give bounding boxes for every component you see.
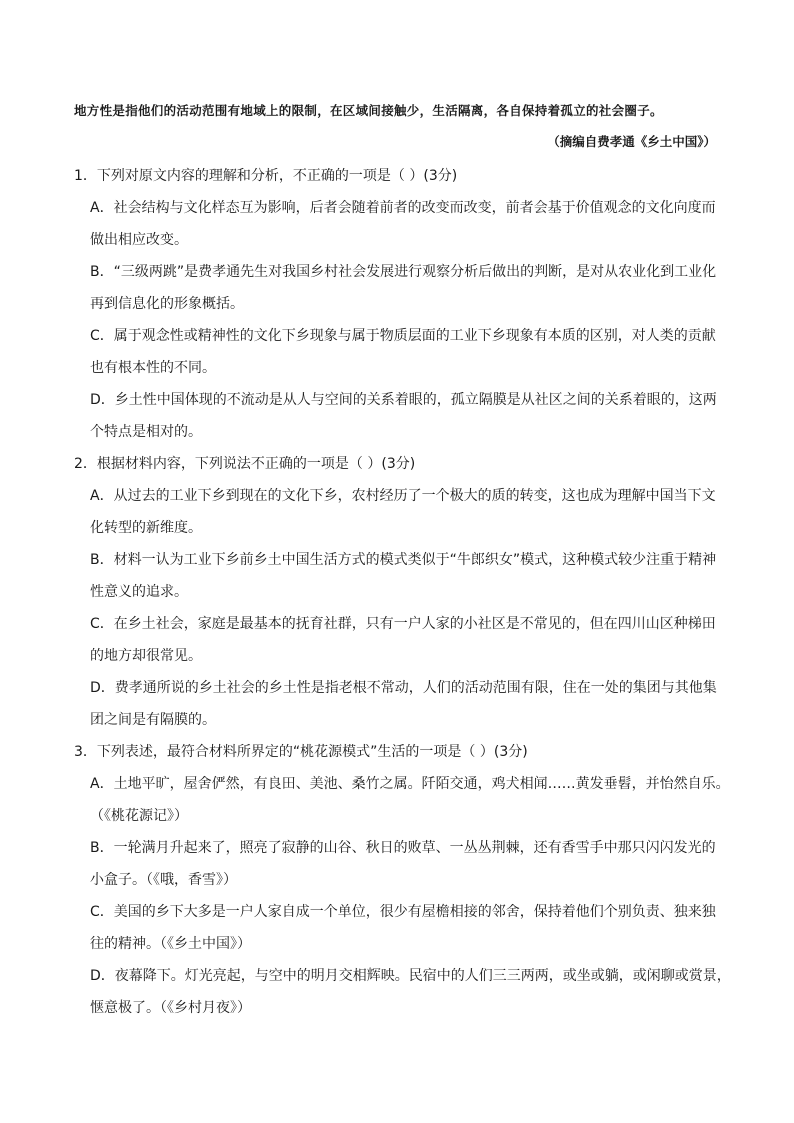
source-citation: （摘编自费孝通《乡土中国》） xyxy=(547,134,716,149)
option-text: D．费孝通所说的乡土社会的乡土性是指老根不常动，人们的活动范围有限，住在一处的集团与其他集 xyxy=(90,680,717,696)
option-text: B．“三级两跳”是费孝通先生对我国乡村社会发展进行观察分析后做出的判断，是对从农业化到工业化 xyxy=(90,264,717,280)
question-block xyxy=(74,736,734,1024)
question-number: 3． xyxy=(74,744,97,760)
answer-option xyxy=(74,256,734,320)
question-list xyxy=(74,160,734,1024)
question-number: 1． xyxy=(74,168,97,184)
intro-paragraph: 地方性是指他们的活动范围有地域上的限制，在区域间接触少，生活隔离，各自保持着孤立的社会圈子。 xyxy=(74,103,663,118)
answer-option xyxy=(74,480,734,544)
option-text: A．从过去的工业下乡到现在的文化下乡，农村经历了一个极大的质的转变，这也成为理解中国当下文 xyxy=(90,488,716,504)
answer-option xyxy=(74,672,734,736)
option-text-continued: 惬意极了。（《乡村月夜》） xyxy=(90,1000,251,1016)
option-text-continued: 团之间是有隔膜的。 xyxy=(90,712,216,728)
option-text: D．夜幕降下。灯光亮起，与空中的明月交相辉映。民宿中的人们三三两两，或坐或躺，或闲聊或赏景， xyxy=(90,968,731,984)
answer-option xyxy=(74,320,734,384)
option-text: B．一轮满月升起来了，照亮了寂静的山谷、秋日的败草、一丛丛荆棘，还有香雪手中那只闪闪发光的 xyxy=(90,840,716,856)
option-text-continued: （《桃花源记》） xyxy=(90,808,188,824)
option-text-continued: 个特点是相对的。 xyxy=(90,424,202,440)
answer-option xyxy=(74,608,734,672)
question-text: 下列表述，最符合材料所界定的“桃花源模式”生活的一项是（ ）(3分) xyxy=(96,744,528,760)
question-block xyxy=(74,448,734,736)
option-text-continued: 也有根本性的不同。 xyxy=(90,360,216,376)
option-text-continued: 的地方却很常见。 xyxy=(90,648,202,664)
question-number: 2． xyxy=(74,456,97,472)
option-text: C．属于观念性或精神性的文化下乡现象与属于物质层面的工业下乡现象有本质的区别，对人类的贡献 xyxy=(90,328,716,344)
question-stem xyxy=(74,736,734,768)
option-text: A．社会结构与文化样态互为影响，后者会随着前者的改变而改变，前者会基于价值观念的文化向度而 xyxy=(90,200,716,216)
option-text-continued: 小盒子。（《哦，香雪》） xyxy=(90,872,237,888)
question-block xyxy=(74,160,734,448)
option-text-continued: 化转型的新维度。 xyxy=(90,520,202,536)
answer-option xyxy=(74,832,734,896)
option-text: C．美国的乡下大多是一户人家自成一个单位，很少有屋檐相接的邻舍，保持着他们个别负责、独来独 xyxy=(90,904,716,920)
question-stem xyxy=(74,160,734,192)
question-text: 下列对原文内容的理解和分析，不正确的一项是（ ）(3分) xyxy=(96,168,458,184)
answer-option xyxy=(74,192,734,256)
option-text-continued: 性意义的追求。 xyxy=(90,584,188,600)
answer-option xyxy=(74,768,734,832)
option-text: B．材料一认为工业下乡前乡土中国生活方式的模式类似于“牛郎织女”模式，这种模式较少注重于精神 xyxy=(90,552,717,568)
option-text: A．土地平旷，屋舍俨然，有良田、美池、桑竹之属。阡陌交通，鸡犬相闻……黄发垂髫，并怡然自乐。 xyxy=(90,776,730,792)
answer-option xyxy=(74,896,734,960)
option-text-continued: 再到信息化的形象概括。 xyxy=(90,296,244,312)
option-text-continued: 往的精神。（《乡土中国》） xyxy=(90,936,251,952)
question-stem xyxy=(74,448,734,480)
option-text: C．在乡土社会，家庭是最基本的抚育社群，只有一户人家的小社区是不常见的，但在四川山区种梯田 xyxy=(90,616,716,632)
answer-option xyxy=(74,544,734,608)
answer-option xyxy=(74,960,734,1024)
option-text-continued: 做出相应改变。 xyxy=(90,232,188,248)
option-text: D．乡土性中国体现的不流动是从人与空间的关系着眼的，孤立隔膜是从社区之间的关系着眼的，这两 xyxy=(90,392,717,408)
answer-option xyxy=(74,384,734,448)
question-text: 根据材料内容，下列说法不正确的一项是（ ）(3分) xyxy=(96,456,416,472)
